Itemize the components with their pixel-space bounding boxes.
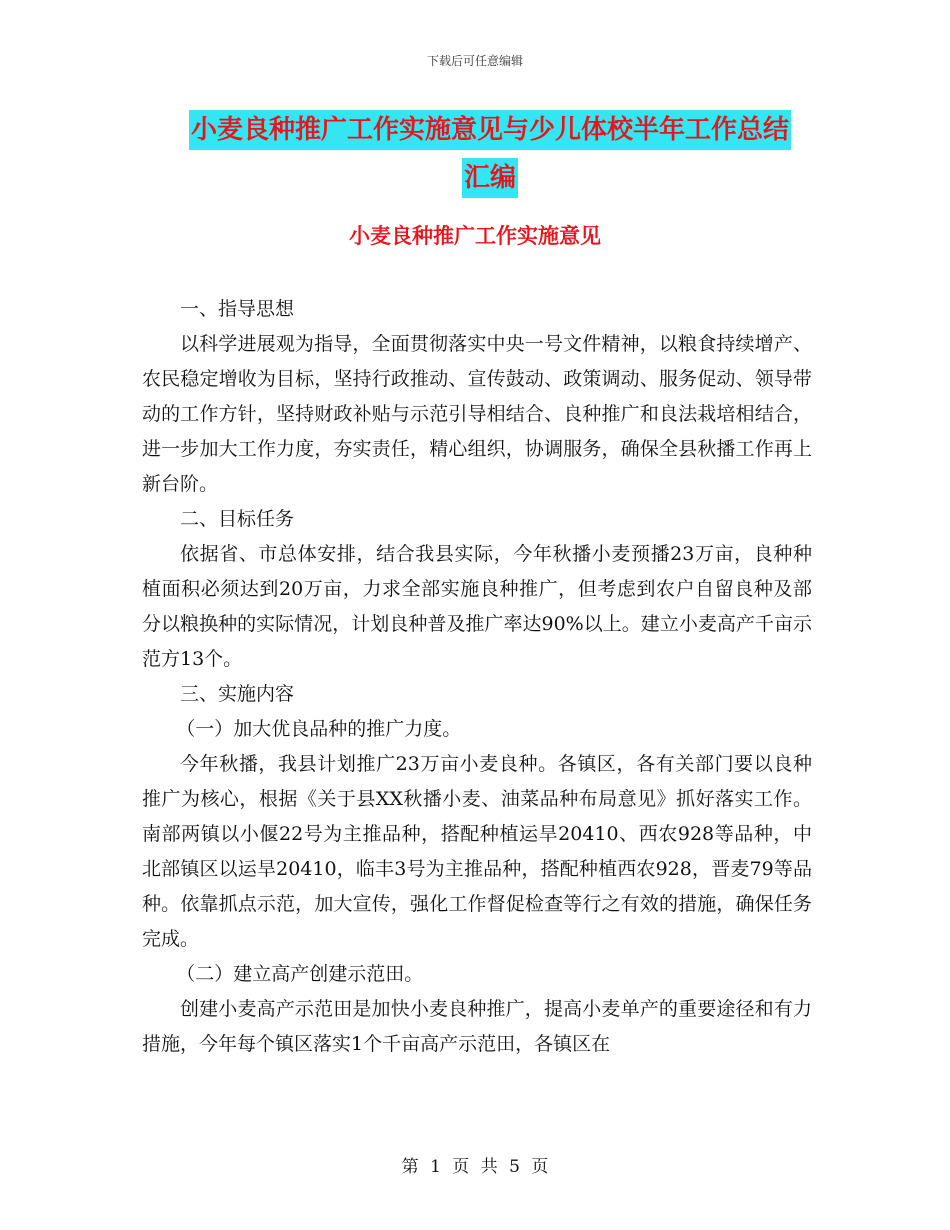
paragraph-target-tasks: 依据省、市总体安排，结合我县实际，今年秋播小麦预播23万亩，良种种植面积必须达到20万亩，力求全部实施良种推广，但考虑到农户自留良种及部分以粮换种的实际情况，计划良种普及推广率达90%以上。建立小麦高产千亩示范方13个。 (142, 543, 812, 670)
paragraph-variety-promotion: 今年秋播，我县计划推广23万亩小麦良种。各镇区，各有关部门要以良种推广为核心，根据《关于县XX秋播小麦、油菜品种布局意见》抓好落实工作。南部两镇以小偃22号为主推品种，搭配种植运旱20410、西农928等品种，中北部镇区以运旱20410，临丰3号为主推品种，搭配种植西农928，晋麦79等品种。依靠抓点示范，加大宣传，强化工作督促检查等行之有效的措施，确保任务完成。 (142, 753, 812, 950)
heading-guiding-ideology: 一、指导思想 (180, 298, 295, 320)
subheading-variety-promotion: （一）加大优良品种的推广力度。 (176, 718, 462, 740)
subheading-demo-fields: （二）建立高产创建示范田。 (176, 963, 424, 985)
section-title: 小麦良种推广工作实施意见 (349, 224, 601, 248)
page-number-footer: 第 1 页 共 5 页 (401, 1157, 549, 1177)
paragraph-demo-fields: 创建小麦高产示范田是加快小麦良种推广，提高小麦单产的重要途径和有力措施，今年每个镇区落实1个千亩高产示范田，各镇区在 (142, 998, 812, 1055)
page-header-note: 下载后可任意编辑 (426, 54, 523, 68)
heading-implementation: 三、实施内容 (180, 683, 295, 705)
document-title-line-1: 小麦良种推广工作实施意见与少儿体校半年工作总结 (189, 110, 791, 150)
document-title (140, 110, 840, 198)
paragraph-guiding-ideology: 以科学进展观为指导，全面贯彻落实中央一号文件精神，以粮食持续增产、农民稳定增收为目标，坚持行政推动、宣传鼓动、政策调动、服务促动、领导带动的工作方针，坚持财政补贴与示范引导相结合、良种推广和良法栽培相结合，进一步加大工作力度，夯实责任，精心组织，协调服务，确保全县秋播工作再上新台阶。 (142, 333, 812, 495)
document-title-line-2: 汇编 (462, 158, 518, 198)
heading-target-tasks: 二、目标任务 (180, 508, 295, 530)
document-body (142, 292, 812, 1062)
